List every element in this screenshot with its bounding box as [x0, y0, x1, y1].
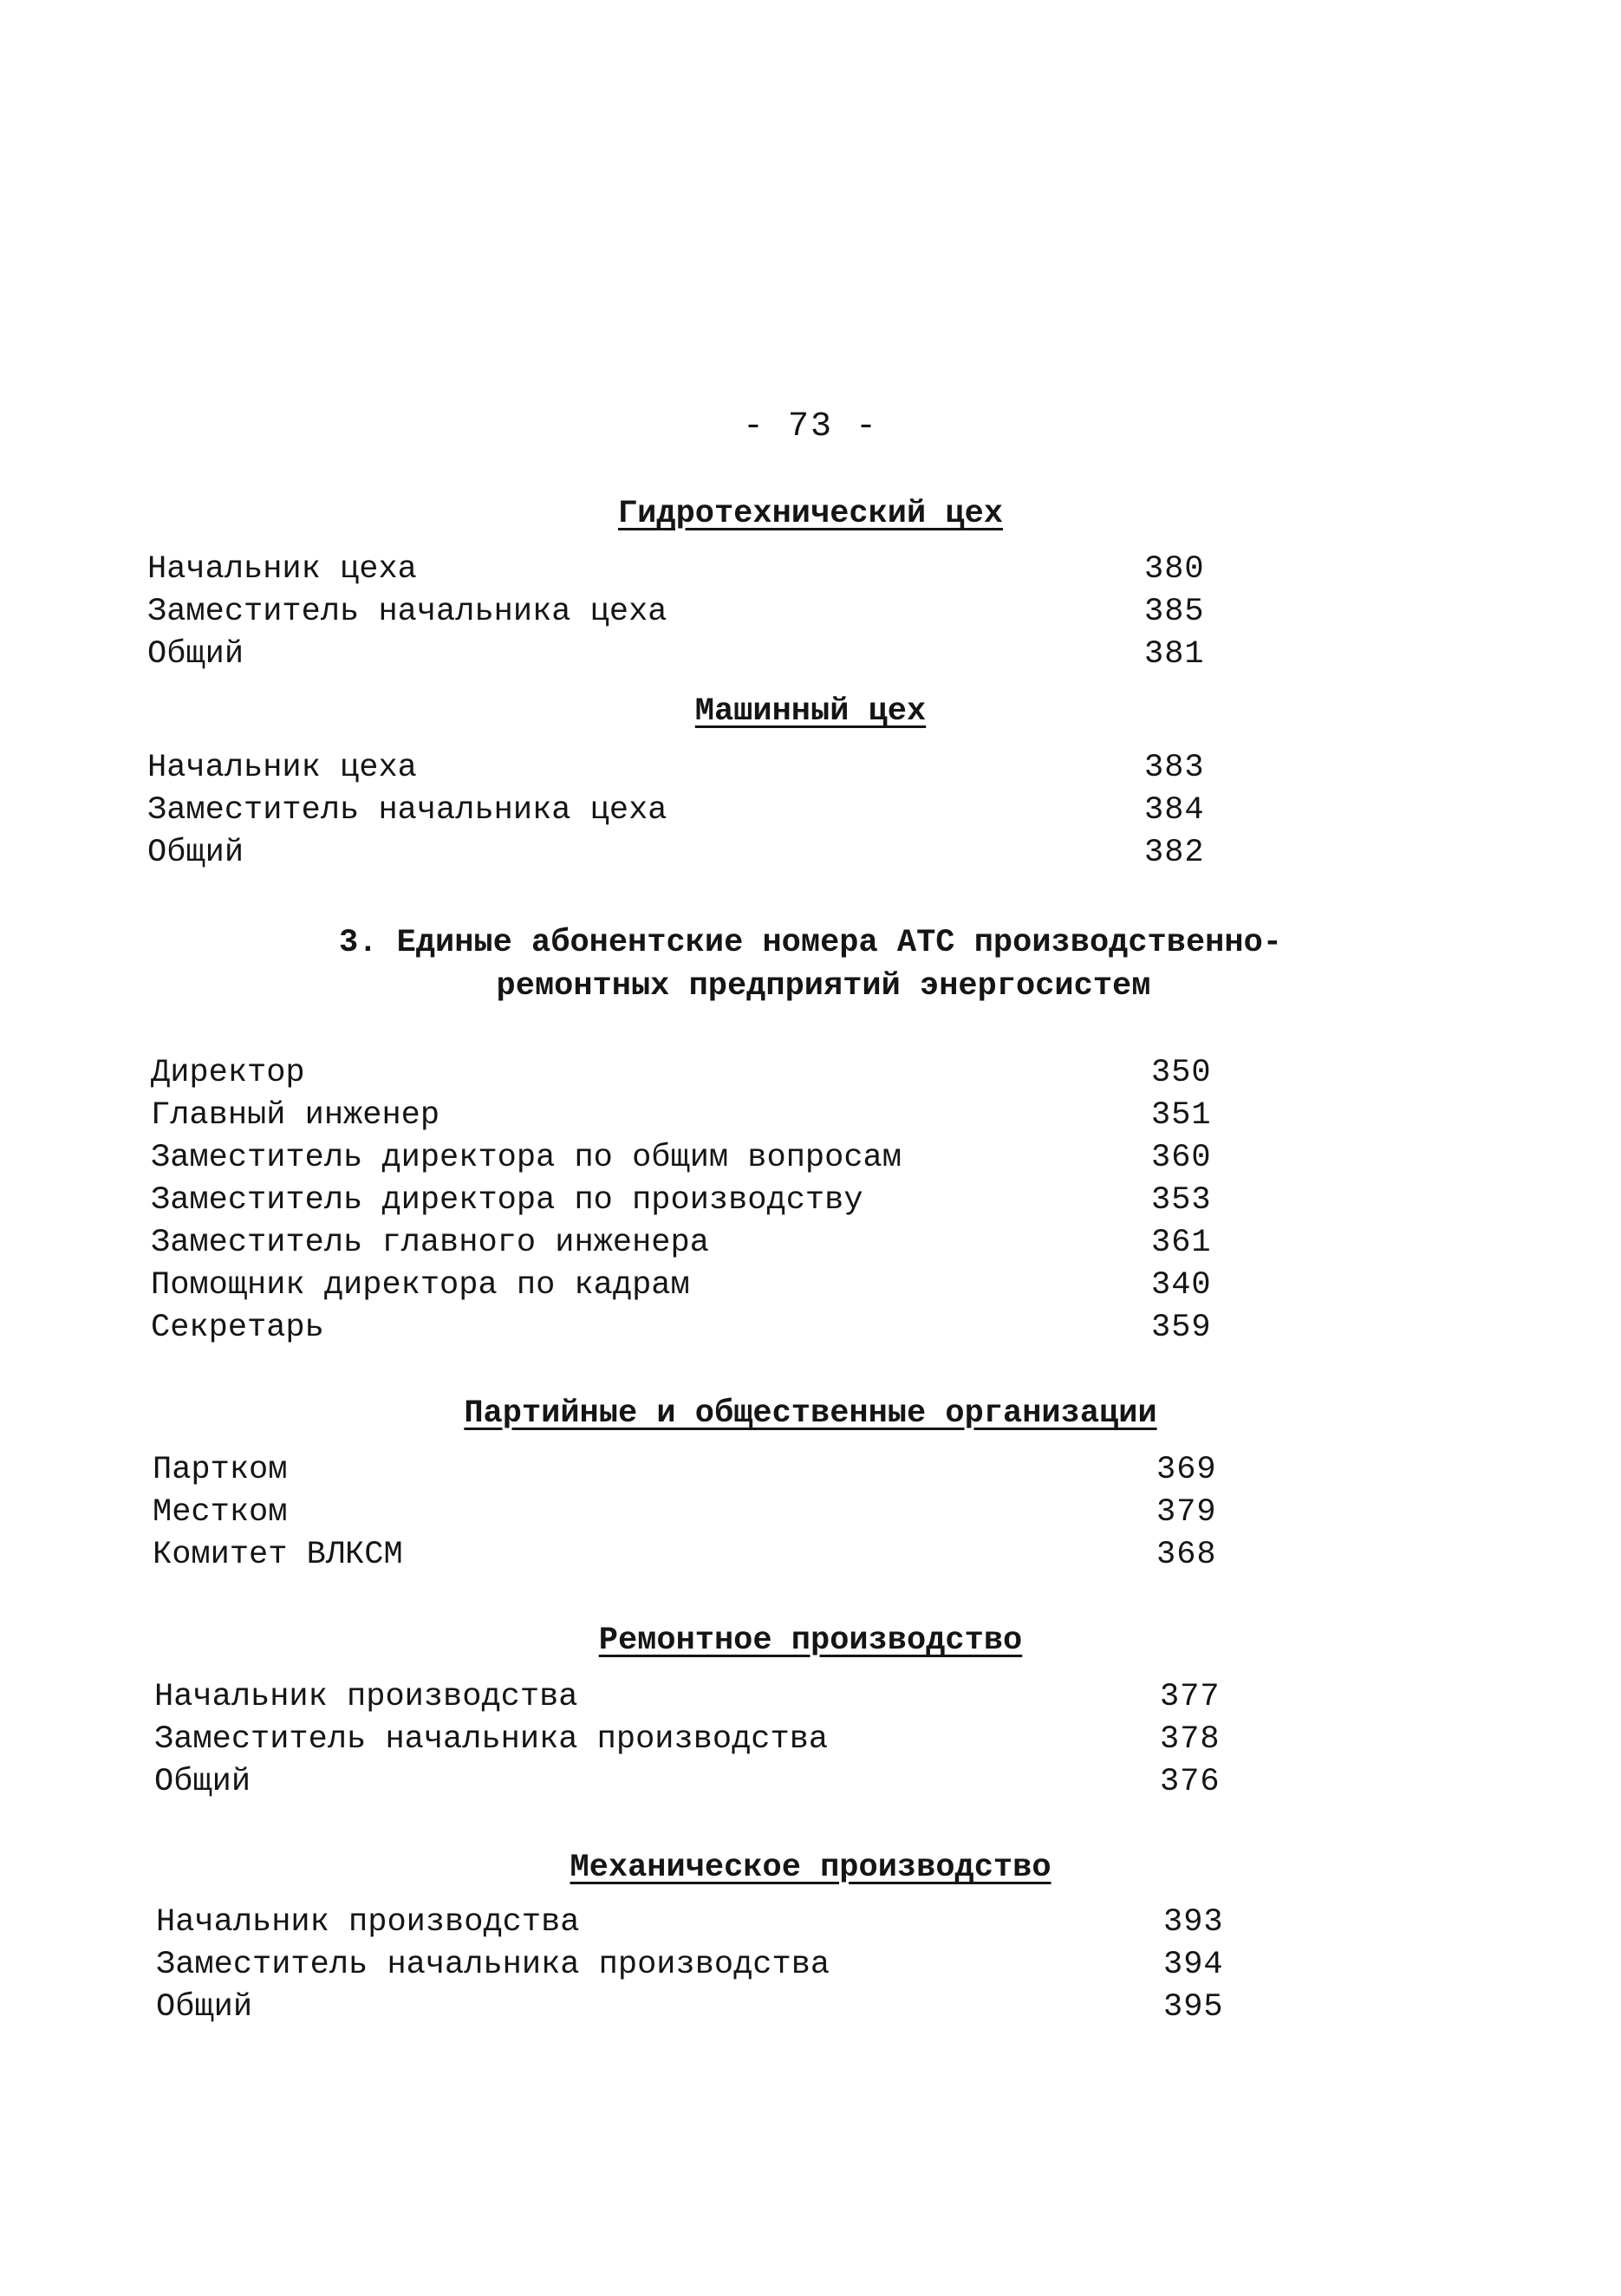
- section-remont: [154, 1676, 1229, 1804]
- section-party: [153, 1449, 1227, 1577]
- list-item: Начальник цеха 383: [147, 750, 1205, 786]
- section-main: [151, 1052, 1226, 1350]
- list-item: Общий 382: [147, 835, 1205, 871]
- list-item: Заместитель начальника производства 394: [156, 1947, 1224, 1983]
- section-heading-mech: Механическое производство: [570, 1850, 1051, 1886]
- list-item: Директор 350: [151, 1055, 1212, 1091]
- section-mashin: [147, 747, 1214, 875]
- list-item: Начальник производства 377: [154, 1679, 1221, 1715]
- list-item: Партком 369: [153, 1452, 1217, 1488]
- list-item: Общий 395: [156, 1989, 1224, 2026]
- list-item: Заместитель начальника цеха 385: [147, 594, 1205, 630]
- section-heading-mashin: Машинный цех: [694, 693, 927, 730]
- list-item: Начальник цеха 380: [147, 551, 1205, 588]
- section-heading-gidro: Гидротехнический цех: [617, 496, 1004, 532]
- list-item: Главный инженер 351: [151, 1097, 1212, 1134]
- list-item: Помощник директора по кадрам 340: [151, 1267, 1212, 1304]
- list-item: Комитет ВЛКСМ 368: [153, 1537, 1217, 1573]
- list-item: Заместитель главного инженера 361: [151, 1225, 1212, 1261]
- list-item: Заместитель начальника цеха 384: [147, 792, 1205, 829]
- list-item: Общий 376: [154, 1764, 1221, 1800]
- list-item: Секретарь 359: [151, 1310, 1212, 1346]
- section-mech: [156, 1902, 1231, 2029]
- section-heading-party: Партийные и общественные организации: [464, 1395, 1157, 1432]
- list-item: Начальник производства 393: [156, 1904, 1224, 1941]
- section-title-line2: ремонтных предприятий энергосистем: [496, 968, 1151, 1005]
- list-item: Общий 381: [147, 636, 1205, 673]
- section-title-line1: 3. Единые абонентские номера АТС производственно-: [339, 925, 1282, 961]
- list-item: Заместитель начальника производства 378: [154, 1721, 1221, 1758]
- page-number: - 73 -: [742, 407, 879, 446]
- section-gidro: [147, 549, 1214, 676]
- list-item: Заместитель директора по производству 353: [151, 1182, 1212, 1219]
- list-item: Заместитель директора по общим вопросам 360: [151, 1140, 1212, 1176]
- list-item: Местком 379: [153, 1494, 1217, 1531]
- section-heading-remont: Ремонтное производство: [598, 1623, 1023, 1659]
